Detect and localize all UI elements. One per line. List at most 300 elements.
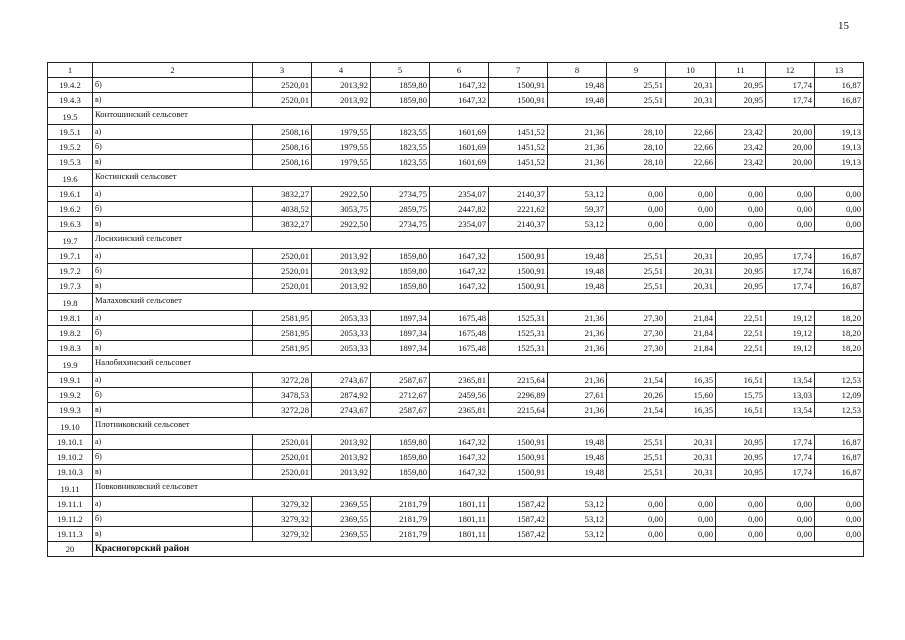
value-cell: 19,13 — [815, 140, 864, 155]
value-cell: 1979,55 — [312, 155, 371, 170]
value-cell: 1859,80 — [371, 450, 430, 465]
value-cell: 2140,37 — [489, 217, 548, 232]
section-row — [48, 356, 864, 373]
table-row — [48, 435, 864, 450]
value-cell: 25,51 — [607, 435, 666, 450]
value-cell: 21,54 — [607, 403, 666, 418]
value-cell: 16,87 — [815, 249, 864, 264]
row-code: 19.5.2 — [48, 140, 93, 155]
value-cell: 1647,32 — [430, 435, 489, 450]
value-cell: 19,13 — [815, 155, 864, 170]
value-cell: 20,95 — [716, 450, 766, 465]
value-cell: 1525,31 — [489, 311, 548, 326]
value-cell: 22,66 — [666, 155, 716, 170]
value-cell: 20,31 — [666, 279, 716, 294]
row-code: 19.10.2 — [48, 450, 93, 465]
section-code: 19.6 — [48, 170, 93, 187]
value-cell: 0,00 — [766, 512, 815, 527]
value-cell: 2520,01 — [253, 450, 312, 465]
row-label: а) — [93, 125, 253, 140]
value-cell: 1897,34 — [371, 341, 430, 356]
value-cell: 3053,75 — [312, 202, 371, 217]
value-cell: 20,00 — [766, 125, 815, 140]
row-label: а) — [93, 373, 253, 388]
value-cell: 2181,79 — [371, 512, 430, 527]
value-cell: 2520,01 — [253, 93, 312, 108]
value-cell: 0,00 — [666, 202, 716, 217]
value-cell: 53,12 — [548, 187, 607, 202]
value-cell: 21,36 — [548, 326, 607, 341]
value-cell: 2365,81 — [430, 403, 489, 418]
table-row — [48, 512, 864, 527]
page-number: 15 — [838, 20, 849, 32]
section-code: 19.11 — [48, 480, 93, 497]
value-cell: 20,31 — [666, 264, 716, 279]
value-cell: 3279,32 — [253, 497, 312, 512]
row-label: а) — [93, 497, 253, 512]
value-cell: 3272,28 — [253, 403, 312, 418]
value-cell: 2013,92 — [312, 78, 371, 93]
table-row — [48, 125, 864, 140]
row-label: а) — [93, 187, 253, 202]
value-cell: 2587,67 — [371, 403, 430, 418]
value-cell: 0,00 — [607, 527, 666, 542]
value-cell: 2053,33 — [312, 341, 371, 356]
value-cell: 20,95 — [716, 264, 766, 279]
column-number-row — [48, 63, 864, 78]
value-cell: 21,84 — [666, 326, 716, 341]
value-cell: 2215,64 — [489, 403, 548, 418]
value-cell: 17,74 — [766, 249, 815, 264]
row-label: б) — [93, 326, 253, 341]
value-cell: 0,00 — [815, 527, 864, 542]
value-cell: 25,51 — [607, 93, 666, 108]
value-cell: 19,12 — [766, 311, 815, 326]
value-cell: 3832,27 — [253, 187, 312, 202]
value-cell: 16,87 — [815, 93, 864, 108]
value-cell: 0,00 — [607, 217, 666, 232]
value-cell: 22,51 — [716, 326, 766, 341]
value-cell: 1500,91 — [489, 279, 548, 294]
value-cell: 27,61 — [548, 388, 607, 403]
value-cell: 16,35 — [666, 403, 716, 418]
section-row — [48, 108, 864, 125]
value-cell: 3279,32 — [253, 512, 312, 527]
value-cell: 2369,55 — [312, 527, 371, 542]
value-cell: 17,74 — [766, 93, 815, 108]
value-cell: 2743,67 — [312, 373, 371, 388]
value-cell: 1823,55 — [371, 125, 430, 140]
value-cell: 2013,92 — [312, 450, 371, 465]
value-cell: 19,48 — [548, 465, 607, 480]
value-cell: 1587,42 — [489, 497, 548, 512]
value-cell: 0,00 — [716, 497, 766, 512]
value-cell: 21,36 — [548, 403, 607, 418]
row-code: 19.9.3 — [48, 403, 93, 418]
value-cell: 19,48 — [548, 450, 607, 465]
value-cell: 23,42 — [716, 140, 766, 155]
value-cell: 25,51 — [607, 249, 666, 264]
table-row — [48, 249, 864, 264]
value-cell: 25,51 — [607, 78, 666, 93]
value-cell: 1859,80 — [371, 264, 430, 279]
section-title: Повковниковский сельсовет — [93, 480, 864, 497]
value-cell: 16,87 — [815, 78, 864, 93]
value-cell: 53,12 — [548, 497, 607, 512]
column-header: 1 — [48, 63, 93, 78]
value-cell: 19,48 — [548, 78, 607, 93]
value-cell: 1500,91 — [489, 249, 548, 264]
row-label: а) — [93, 435, 253, 450]
row-label: в) — [93, 155, 253, 170]
value-cell: 27,30 — [607, 326, 666, 341]
value-cell: 17,74 — [766, 279, 815, 294]
row-label: б) — [93, 140, 253, 155]
row-code: 19.11.3 — [48, 527, 93, 542]
section-code: 19.9 — [48, 356, 93, 373]
value-cell: 1601,69 — [430, 155, 489, 170]
table-row — [48, 388, 864, 403]
value-cell: 2354,07 — [430, 187, 489, 202]
value-cell: 20,31 — [666, 450, 716, 465]
value-cell: 16,87 — [815, 435, 864, 450]
value-cell: 1647,32 — [430, 264, 489, 279]
value-cell: 27,30 — [607, 311, 666, 326]
section-row — [48, 170, 864, 187]
table-row — [48, 450, 864, 465]
column-header: 6 — [430, 63, 489, 78]
value-cell: 1647,32 — [430, 450, 489, 465]
value-cell: 1647,32 — [430, 93, 489, 108]
value-cell: 2369,55 — [312, 512, 371, 527]
column-header: 9 — [607, 63, 666, 78]
value-cell: 0,00 — [607, 187, 666, 202]
value-cell: 2053,33 — [312, 311, 371, 326]
table-row — [48, 155, 864, 170]
value-cell: 2520,01 — [253, 264, 312, 279]
value-cell: 16,35 — [666, 373, 716, 388]
value-cell: 2459,56 — [430, 388, 489, 403]
value-cell: 0,00 — [766, 202, 815, 217]
value-cell: 28,10 — [607, 125, 666, 140]
value-cell: 0,00 — [716, 187, 766, 202]
value-cell: 1500,91 — [489, 264, 548, 279]
value-cell: 1451,52 — [489, 125, 548, 140]
row-code: 19.8.2 — [48, 326, 93, 341]
value-cell: 20,31 — [666, 93, 716, 108]
value-cell: 53,12 — [548, 512, 607, 527]
value-cell: 20,31 — [666, 249, 716, 264]
value-cell: 17,74 — [766, 450, 815, 465]
value-cell: 16,87 — [815, 450, 864, 465]
table-row — [48, 140, 864, 155]
value-cell: 16,51 — [716, 403, 766, 418]
table-row — [48, 264, 864, 279]
value-cell: 2181,79 — [371, 497, 430, 512]
value-cell: 2508,16 — [253, 140, 312, 155]
value-cell: 2520,01 — [253, 249, 312, 264]
value-cell: 1647,32 — [430, 78, 489, 93]
value-cell: 19,13 — [815, 125, 864, 140]
value-cell: 19,48 — [548, 93, 607, 108]
section-row — [48, 418, 864, 435]
value-cell: 2587,67 — [371, 373, 430, 388]
row-code: 19.11.1 — [48, 497, 93, 512]
value-cell: 1859,80 — [371, 78, 430, 93]
value-cell: 2140,37 — [489, 187, 548, 202]
value-cell: 25,51 — [607, 465, 666, 480]
column-header: 13 — [815, 63, 864, 78]
value-cell: 2520,01 — [253, 78, 312, 93]
value-cell: 3832,27 — [253, 217, 312, 232]
row-code: 19.4.2 — [48, 78, 93, 93]
value-cell: 2013,92 — [312, 264, 371, 279]
row-label: б) — [93, 264, 253, 279]
value-cell: 21,84 — [666, 341, 716, 356]
value-cell: 2221,62 — [489, 202, 548, 217]
value-cell: 23,42 — [716, 125, 766, 140]
value-cell: 12,53 — [815, 373, 864, 388]
district-row — [48, 542, 864, 557]
value-cell: 22,66 — [666, 125, 716, 140]
row-code: 19.6.3 — [48, 217, 93, 232]
row-code: 19.9.1 — [48, 373, 93, 388]
row-code: 19.5.3 — [48, 155, 93, 170]
value-cell: 2013,92 — [312, 435, 371, 450]
row-code: 19.7.2 — [48, 264, 93, 279]
value-cell: 19,48 — [548, 264, 607, 279]
value-cell: 2743,67 — [312, 403, 371, 418]
column-header: 5 — [371, 63, 430, 78]
row-label: в) — [93, 465, 253, 480]
value-cell: 1500,91 — [489, 465, 548, 480]
value-cell: 1525,31 — [489, 341, 548, 356]
value-cell: 2922,50 — [312, 217, 371, 232]
value-cell: 1859,80 — [371, 465, 430, 480]
table-row — [48, 202, 864, 217]
value-cell: 1601,69 — [430, 125, 489, 140]
value-cell: 4038,52 — [253, 202, 312, 217]
value-cell: 0,00 — [716, 217, 766, 232]
value-cell: 0,00 — [716, 202, 766, 217]
value-cell: 20,95 — [716, 465, 766, 480]
table-row — [48, 217, 864, 232]
value-cell: 16,51 — [716, 373, 766, 388]
section-code: 20 — [48, 542, 93, 557]
row-code: 19.11.2 — [48, 512, 93, 527]
row-label: б) — [93, 202, 253, 217]
value-cell: 2369,55 — [312, 497, 371, 512]
value-cell: 21,36 — [548, 311, 607, 326]
table-row — [48, 373, 864, 388]
value-cell: 15,75 — [716, 388, 766, 403]
table-row — [48, 497, 864, 512]
value-cell: 17,74 — [766, 264, 815, 279]
row-code: 19.5.1 — [48, 125, 93, 140]
row-code: 19.8.3 — [48, 341, 93, 356]
value-cell: 22,66 — [666, 140, 716, 155]
value-cell: 3272,28 — [253, 373, 312, 388]
section-row — [48, 294, 864, 311]
value-cell: 2734,75 — [371, 187, 430, 202]
value-cell: 0,00 — [815, 512, 864, 527]
value-cell: 21,36 — [548, 341, 607, 356]
value-cell: 16,87 — [815, 279, 864, 294]
section-row — [48, 232, 864, 249]
value-cell: 2447,82 — [430, 202, 489, 217]
value-cell: 20,31 — [666, 435, 716, 450]
value-cell: 2365,81 — [430, 373, 489, 388]
value-cell: 20,95 — [716, 279, 766, 294]
value-cell: 21,54 — [607, 373, 666, 388]
row-code: 19.7.1 — [48, 249, 93, 264]
value-cell: 1897,34 — [371, 311, 430, 326]
value-cell: 2354,07 — [430, 217, 489, 232]
value-cell: 21,84 — [666, 311, 716, 326]
value-cell: 3478,53 — [253, 388, 312, 403]
value-cell: 1647,32 — [430, 249, 489, 264]
value-cell: 3279,32 — [253, 527, 312, 542]
value-cell: 20,95 — [716, 249, 766, 264]
value-cell: 1859,80 — [371, 435, 430, 450]
value-cell: 20,31 — [666, 78, 716, 93]
value-cell: 23,42 — [716, 155, 766, 170]
value-cell: 19,48 — [548, 435, 607, 450]
value-cell: 1647,32 — [430, 465, 489, 480]
column-header: 4 — [312, 63, 371, 78]
row-label: в) — [93, 93, 253, 108]
value-cell: 21,36 — [548, 125, 607, 140]
value-cell: 0,00 — [766, 527, 815, 542]
value-cell: 19,48 — [548, 279, 607, 294]
table-row — [48, 326, 864, 341]
value-cell: 2215,64 — [489, 373, 548, 388]
value-cell: 2874,92 — [312, 388, 371, 403]
value-cell: 12,09 — [815, 388, 864, 403]
value-cell: 1500,91 — [489, 450, 548, 465]
value-cell: 1859,80 — [371, 93, 430, 108]
value-cell: 1500,91 — [489, 435, 548, 450]
table-row — [48, 311, 864, 326]
table-row — [48, 341, 864, 356]
table-row — [48, 187, 864, 202]
value-cell: 18,20 — [815, 341, 864, 356]
value-cell: 1587,42 — [489, 527, 548, 542]
table-row — [48, 403, 864, 418]
value-cell: 1647,32 — [430, 279, 489, 294]
value-cell: 17,74 — [766, 78, 815, 93]
value-cell: 2296,89 — [489, 388, 548, 403]
section-title: Малаховский сельсовет — [93, 294, 864, 311]
value-cell: 1525,31 — [489, 326, 548, 341]
value-cell: 21,36 — [548, 155, 607, 170]
value-cell: 25,51 — [607, 450, 666, 465]
row-label: а) — [93, 249, 253, 264]
value-cell: 53,12 — [548, 217, 607, 232]
section-code: 19.7 — [48, 232, 93, 249]
row-code: 19.9.2 — [48, 388, 93, 403]
table-row — [48, 465, 864, 480]
value-cell: 2581,95 — [253, 326, 312, 341]
row-label: б) — [93, 512, 253, 527]
value-cell: 0,00 — [716, 527, 766, 542]
row-label: б) — [93, 78, 253, 93]
value-cell: 16,87 — [815, 465, 864, 480]
value-cell: 0,00 — [666, 527, 716, 542]
value-cell: 0,00 — [766, 217, 815, 232]
value-cell: 20,31 — [666, 465, 716, 480]
column-header: 7 — [489, 63, 548, 78]
value-cell: 25,51 — [607, 279, 666, 294]
value-cell: 15,60 — [666, 388, 716, 403]
value-cell: 20,95 — [716, 93, 766, 108]
section-title: Контошинский сельсовет — [93, 108, 864, 125]
value-cell: 19,12 — [766, 326, 815, 341]
value-cell: 1801,11 — [430, 512, 489, 527]
value-cell: 0,00 — [815, 187, 864, 202]
value-cell: 18,20 — [815, 326, 864, 341]
value-cell: 17,74 — [766, 465, 815, 480]
value-cell: 20,95 — [716, 435, 766, 450]
value-cell: 13,54 — [766, 373, 815, 388]
row-label: в) — [93, 341, 253, 356]
table-row — [48, 78, 864, 93]
value-cell: 53,12 — [548, 527, 607, 542]
value-cell: 1897,34 — [371, 326, 430, 341]
value-cell: 0,00 — [766, 497, 815, 512]
value-cell: 2520,01 — [253, 465, 312, 480]
value-cell: 13,54 — [766, 403, 815, 418]
value-cell: 1587,42 — [489, 512, 548, 527]
district-title: Красногорский район — [93, 542, 864, 557]
value-cell: 2508,16 — [253, 155, 312, 170]
value-cell: 0,00 — [815, 202, 864, 217]
value-cell: 0,00 — [666, 187, 716, 202]
row-label: в) — [93, 217, 253, 232]
value-cell: 0,00 — [607, 202, 666, 217]
value-cell: 28,10 — [607, 140, 666, 155]
value-cell: 2508,16 — [253, 125, 312, 140]
value-cell: 1801,11 — [430, 527, 489, 542]
value-cell: 0,00 — [607, 497, 666, 512]
value-cell: 1979,55 — [312, 140, 371, 155]
value-cell: 1859,80 — [371, 249, 430, 264]
value-cell: 2013,92 — [312, 249, 371, 264]
table-row — [48, 93, 864, 108]
value-cell: 0,00 — [815, 497, 864, 512]
value-cell: 1675,48 — [430, 311, 489, 326]
value-cell: 0,00 — [766, 187, 815, 202]
value-cell: 0,00 — [666, 497, 716, 512]
value-cell: 22,51 — [716, 341, 766, 356]
row-code: 19.7.3 — [48, 279, 93, 294]
row-code: 19.4.3 — [48, 93, 93, 108]
value-cell: 1823,55 — [371, 140, 430, 155]
value-cell: 2181,79 — [371, 527, 430, 542]
value-cell: 19,48 — [548, 249, 607, 264]
value-cell: 0,00 — [716, 512, 766, 527]
row-label: в) — [93, 527, 253, 542]
value-cell: 1675,48 — [430, 341, 489, 356]
section-code: 19.5 — [48, 108, 93, 125]
value-cell: 2013,92 — [312, 465, 371, 480]
section-title: Костинский сельсовет — [93, 170, 864, 187]
row-code: 19.10.3 — [48, 465, 93, 480]
value-cell: 25,51 — [607, 264, 666, 279]
section-title: Налобихинский сельсовет — [93, 356, 864, 373]
section-row — [48, 480, 864, 497]
column-header: 8 — [548, 63, 607, 78]
